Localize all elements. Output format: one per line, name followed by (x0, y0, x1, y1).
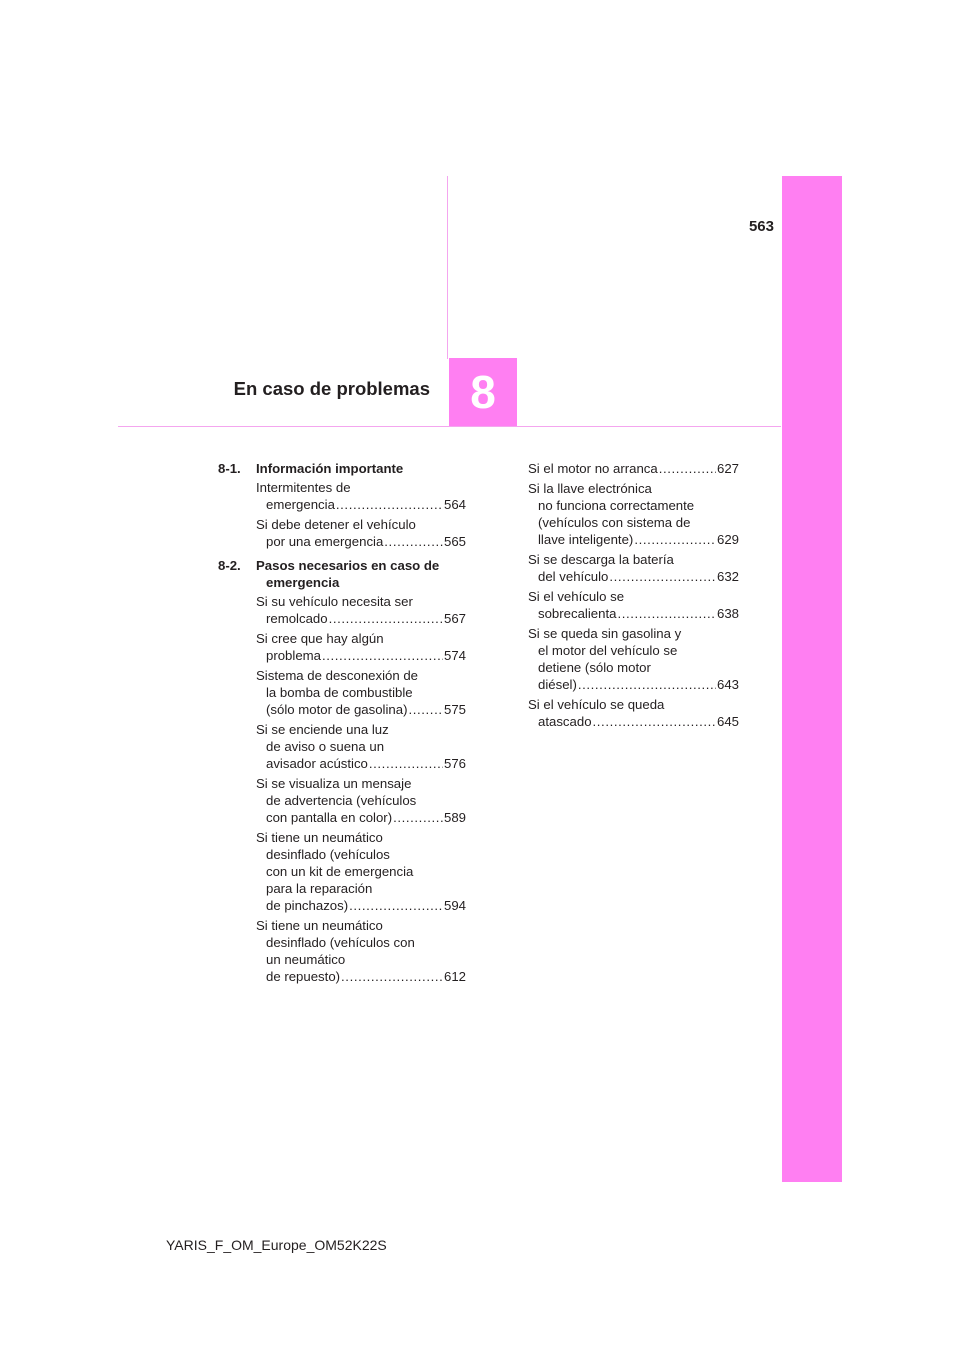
toc-entry-line: con un kit de emergencia (266, 864, 414, 879)
section-title[interactable] (256, 557, 466, 591)
toc-entry-line: (sólo motor de gasolina) (266, 702, 408, 717)
toc-entry-line: no funciona correctamente (538, 498, 695, 513)
toc-entry[interactable] (218, 775, 466, 826)
dot-leader (593, 713, 716, 730)
toc-entry-leader-line (528, 568, 739, 585)
section-title[interactable] (256, 460, 466, 477)
toc-entry-leader-line (528, 713, 739, 730)
chapter-number-box (449, 358, 517, 426)
toc-entry-page[interactable]: 574 (443, 648, 466, 663)
toc-entry-leader-line (528, 460, 739, 477)
toc-entry-page[interactable]: 638 (716, 606, 739, 621)
toc-entry-line: problema (266, 648, 321, 663)
toc-entry-leader-line (528, 676, 739, 693)
toc-entry-page[interactable]: 575 (443, 702, 466, 717)
toc-entry-page[interactable]: 589 (443, 810, 466, 825)
toc-entry-line: Si se enciende una luz (256, 722, 389, 737)
toc-entry-line: del vehículo (538, 569, 609, 584)
toc-entry-leader-line (256, 610, 466, 627)
toc-entry-line: avisador acústico (266, 756, 368, 771)
toc-entry-leader-line (528, 605, 739, 622)
toc-entry-line: desinflado (vehículos (266, 847, 390, 862)
section-title-line: Pasos necesarios en caso de (256, 558, 440, 573)
toc-entry-line: Si debe detener el vehículo (256, 517, 416, 532)
toc-entry-page[interactable]: 567 (443, 611, 466, 626)
toc-entry[interactable] (218, 593, 466, 627)
toc-entry-page[interactable]: 565 (443, 534, 466, 549)
toc-entry[interactable] (218, 721, 466, 772)
toc-column-1 (218, 460, 466, 988)
toc-entry-line: atascado (538, 714, 592, 729)
dot-leader (369, 755, 443, 772)
section-number: 8-1. (218, 461, 241, 476)
toc-entry-page[interactable]: 627 (716, 461, 739, 476)
document-footer: YARIS_F_OM_Europe_OM52K22S (166, 1237, 387, 1253)
dot-leader (384, 533, 443, 550)
toc-entry-line: con pantalla en color) (266, 810, 393, 825)
toc-entry[interactable] (528, 696, 739, 730)
toc-entry[interactable] (218, 516, 466, 550)
section-title-line: emergencia (266, 575, 340, 590)
toc-entry-line: Si tiene un neumático (256, 918, 383, 933)
toc-entry-line: Si cree que hay algún (256, 631, 384, 646)
toc-entry-page[interactable]: 632 (716, 569, 739, 584)
toc-entry-line: diésel) (538, 677, 577, 692)
toc-entry[interactable] (218, 829, 466, 914)
toc-entry-line: Si se visualiza un mensaje (256, 776, 412, 791)
toc-entry-line: Si tiene un neumático (256, 830, 383, 845)
toc-entry[interactable] (218, 917, 466, 985)
toc-entry-line: Sistema de desconexión de (256, 668, 419, 683)
chapter-header-rule (118, 426, 781, 427)
toc-entry-line: Si su vehículo necesita ser (256, 594, 413, 609)
toc-entry-line: Si el vehículo se queda (528, 697, 665, 712)
toc-entry-line: Si el vehículo se (528, 589, 625, 604)
dot-leader (634, 531, 716, 548)
dot-leader (329, 610, 443, 627)
toc-entry-line: por una emergencia (266, 534, 384, 549)
toc-entry[interactable] (528, 588, 739, 622)
dot-leader (609, 568, 716, 585)
toc-entry-line: Si se descarga la batería (528, 552, 674, 567)
toc-entry-line: Si se queda sin gasolina y (528, 626, 682, 641)
toc-entry-line: un neumático (266, 952, 346, 967)
toc-entry-leader-line (256, 496, 466, 513)
toc-entry-line: (vehículos con sistema de (538, 515, 691, 530)
toc-entry[interactable] (218, 479, 466, 513)
toc-entry[interactable] (528, 480, 739, 548)
toc-entry-leader-line (256, 809, 466, 826)
section-title-line: Información importante (256, 461, 404, 476)
toc-entry-leader-line (256, 755, 466, 772)
toc-entry[interactable] (528, 551, 739, 585)
toc-entry-page[interactable]: 645 (716, 714, 739, 729)
toc-entry-line: de repuesto) (266, 969, 341, 984)
dot-leader (617, 605, 716, 622)
toc-section-8-2 (218, 557, 466, 591)
dot-leader (408, 701, 443, 718)
toc-entry[interactable] (528, 460, 739, 477)
toc-entry-line: Si la llave electrónica (528, 481, 652, 496)
chapter-number: 8 (470, 366, 496, 418)
toc-entry-page[interactable]: 643 (716, 677, 739, 692)
toc-entry-leader-line (256, 968, 466, 985)
toc-entry-page[interactable]: 594 (443, 898, 466, 913)
dot-leader (336, 496, 443, 513)
toc-entry[interactable] (218, 667, 466, 718)
toc-entry-line: remolcado (266, 611, 328, 626)
decorative-vertical-line (447, 176, 448, 359)
toc-entry-line: Si el motor no arranca (528, 461, 658, 476)
toc-entry-line: sobrecalienta (538, 606, 617, 621)
toc-entry-line: detiene (sólo motor (538, 660, 651, 675)
toc-entry-line: Intermitentes de (256, 480, 351, 495)
toc-entry-line: emergencia (266, 497, 335, 512)
dot-leader (322, 647, 443, 664)
dot-leader (341, 968, 443, 985)
page-number: 563 (748, 218, 774, 235)
toc-column-2 (528, 460, 739, 733)
toc-entry-line: de aviso o suena un (266, 739, 385, 754)
toc-entry-line: la bomba de combustible (266, 685, 413, 700)
toc-entry[interactable] (218, 630, 466, 664)
toc-entry-page[interactable]: 576 (443, 756, 466, 771)
toc-entry-leader-line (256, 897, 466, 914)
toc-entry-leader-line (256, 701, 466, 718)
toc-entry[interactable] (528, 625, 739, 693)
toc-entry-leader-line (256, 647, 466, 664)
section-number: 8-2. (218, 558, 241, 573)
toc-entry-leader-line (256, 533, 466, 550)
dot-leader (578, 676, 716, 693)
dot-leader (393, 809, 443, 826)
toc-entry-page[interactable]: 612 (443, 969, 466, 984)
toc-entry-page[interactable]: 564 (443, 497, 466, 512)
toc-entry-line: para la reparación (266, 881, 373, 896)
toc-entry-line: de pinchazos) (266, 898, 349, 913)
dot-leader (659, 460, 716, 477)
toc-entry-line: llave inteligente) (538, 532, 634, 547)
toc-entry-leader-line (528, 531, 739, 548)
chapter-side-tab (782, 176, 842, 1182)
toc-entry-line: de advertencia (vehículos (266, 793, 417, 808)
toc-entry-line: el motor del vehículo se (538, 643, 678, 658)
toc-entry-page[interactable]: 629 (716, 532, 739, 547)
chapter-title: En caso de problemas (233, 378, 430, 399)
toc-entry-line: desinflado (vehículos con (266, 935, 415, 950)
toc-section-8-1 (218, 460, 466, 477)
dot-leader (349, 897, 443, 914)
